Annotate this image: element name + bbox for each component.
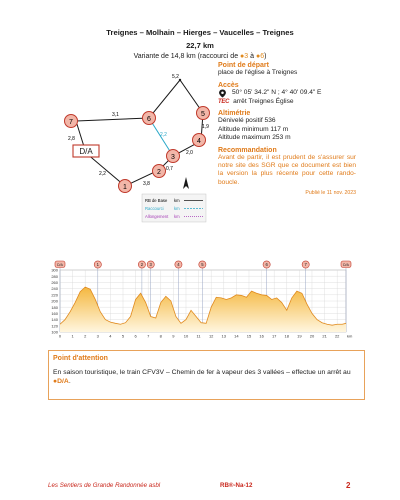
x-tick-label: 13 [221,333,227,339]
x-tick-label: 16 [259,333,264,339]
variant-from: ●3 [240,53,249,60]
depart-title: Point de départ [218,62,269,69]
y-tick-label: 240 [51,286,58,292]
attention-accent: ●D/A [53,378,69,386]
waypoint-label: 5 [201,262,204,267]
x-tick-label: 0 [58,333,62,339]
x-tick-label: 15 [246,333,252,339]
waypoint-label: 2 [140,262,144,267]
node-4 [193,134,206,147]
variant-suffix: ) [264,53,267,60]
alt-min: Altitude minimum 117 m [218,125,289,133]
segment-label: 5,2 [172,74,179,80]
segment-label: 2,2 [160,132,167,138]
svg-text:2: 2 [157,169,161,176]
x-tick-label: 1 [71,333,74,339]
legend-extension-label: Allongement [145,214,169,219]
x-tick-label: 19 [297,333,302,339]
alt-max: Altitude maximum 253 m [218,134,291,142]
x-tick-label: 20 [309,333,315,339]
legend-extension-code: km [174,214,180,219]
waypoint-label: 3 [149,262,152,267]
reco-text: Avant de partir, il est prudent de s'assurer sur notre site des SGR que ce document est bien la version la plus récente pour cette rando-boucle. [218,153,356,186]
x-tick-label: 6 [134,333,137,339]
x-tick-label: 2 [84,333,87,339]
legend-base-code: km [174,198,180,203]
route-title: Treignes – Molhain – Hierges – Vaucelles – Treignes [106,28,294,37]
attention-title: Point d'attention [53,355,108,362]
y-tick-label: 280 [51,273,58,279]
coordinates: 50° 05' 34.2" N ; 4° 40' 09.4" E [232,88,322,96]
y-tick-label: 140 [51,317,58,323]
y-tick-label: 160 [51,311,58,316]
y-tick-label: 180 [51,304,58,310]
x-tick-label: 17 [271,333,277,339]
segment-label: 3,1 [112,112,119,118]
x-tick-label: 4 [109,333,112,339]
depart-text: place de l'église à Treignes [218,69,298,76]
waypoint-label: 4 [177,262,180,267]
elevation-profile-chart [44,256,356,342]
y-tick-label: 300 [51,267,58,273]
waypoint-label: 1 [96,262,99,267]
y-tick-label: 220 [51,292,58,298]
attention-text-end: . [68,378,71,386]
legend-shortcut-code: km [174,206,180,211]
svg-text:5: 5 [201,111,205,118]
acces-title: Accès [218,81,239,89]
y-tick-label: 200 [51,298,58,304]
legend-shortcut-label: Raccourci [145,206,164,211]
waypoint-label: D/A [57,263,63,267]
route-distance: 22,7 km [186,41,214,50]
node-5 [197,107,210,120]
segment-label: 2,2 [99,171,106,177]
variant-mid: à [248,53,256,60]
bus-row [218,98,363,107]
footer-page-number: 2 [346,481,351,490]
variant-to: ●6 [255,53,265,60]
tec-logo: TEC [218,98,230,105]
route-variant [0,53,400,60]
x-tick-label: 9 [172,333,175,339]
segment-label: 0,7 [166,166,173,172]
map-legend [142,194,206,222]
route-vertex [179,79,181,81]
x-tick-label: 22 [334,333,340,339]
y-tick-label: 260 [51,280,58,285]
x-tick-label: 10 [183,333,189,339]
x-tick-label: 7 [147,333,150,339]
x-tick-label: 8 [159,333,162,339]
denivele: Dénivelé positif 536 [218,117,276,125]
x-tick-label: 3 [96,333,99,339]
node-6 [143,112,156,125]
location-pin-icon [218,89,227,98]
svg-text:1: 1 [123,184,127,191]
waypoint-label: 7 [304,262,307,267]
node-2 [153,165,166,178]
x-tick-label: 5 [121,333,125,339]
svg-text:6: 6 [147,116,151,123]
node-1 [119,180,132,193]
legend-base-label: RB de Base [145,198,168,203]
x-tick-label: 12 [208,333,214,339]
attention-box [48,350,365,400]
footer-organization: Les Sentiers de Grande Randonnée asbl [48,482,161,489]
reco-title: Recommandation [218,146,277,154]
info-column [218,62,363,196]
attention-text [53,368,361,387]
segment-label: 2,8 [68,136,75,142]
base-route [76,80,203,186]
north-arrow-icon [183,177,189,189]
bus-stop: arrêt Treignes Église [233,97,294,105]
segment-label: 3,8 [143,181,150,187]
y-tick-label: 120 [51,323,58,329]
waypoint-label: D/A [343,263,349,267]
attention-text-main: En saison touristique, le train CFV3V – Chemin de fer à vapeur des 3 vallées – effectue un arrêt au [53,369,351,376]
coords-row [218,89,363,98]
x-unit-label: km [347,333,353,339]
x-tick-label: 14 [234,333,239,339]
segment-label: 1,9 [202,124,209,130]
published-date: Publié le 11 nov. 2023 [305,189,356,196]
waypoint-label: 6 [265,262,268,267]
x-tick-label: 11 [196,333,201,339]
svg-text:3: 3 [171,154,175,161]
x-tick-label: 18 [284,333,290,339]
variant-prefix: Variante de 14,8 km (raccourci de [133,53,241,60]
x-tick-label: 21 [322,333,327,339]
footer-code: RB®-Na-12 [220,482,253,489]
start-label: D/A [79,147,93,156]
altimetrie-title: Altimétrie [218,110,251,118]
svg-text:4: 4 [197,138,201,145]
y-tick-label: 100 [51,329,58,335]
segment-label: 2,0 [186,150,193,156]
node-7 [65,115,78,128]
svg-text:7: 7 [69,119,73,126]
route-map [56,68,226,248]
node-3 [167,150,180,163]
